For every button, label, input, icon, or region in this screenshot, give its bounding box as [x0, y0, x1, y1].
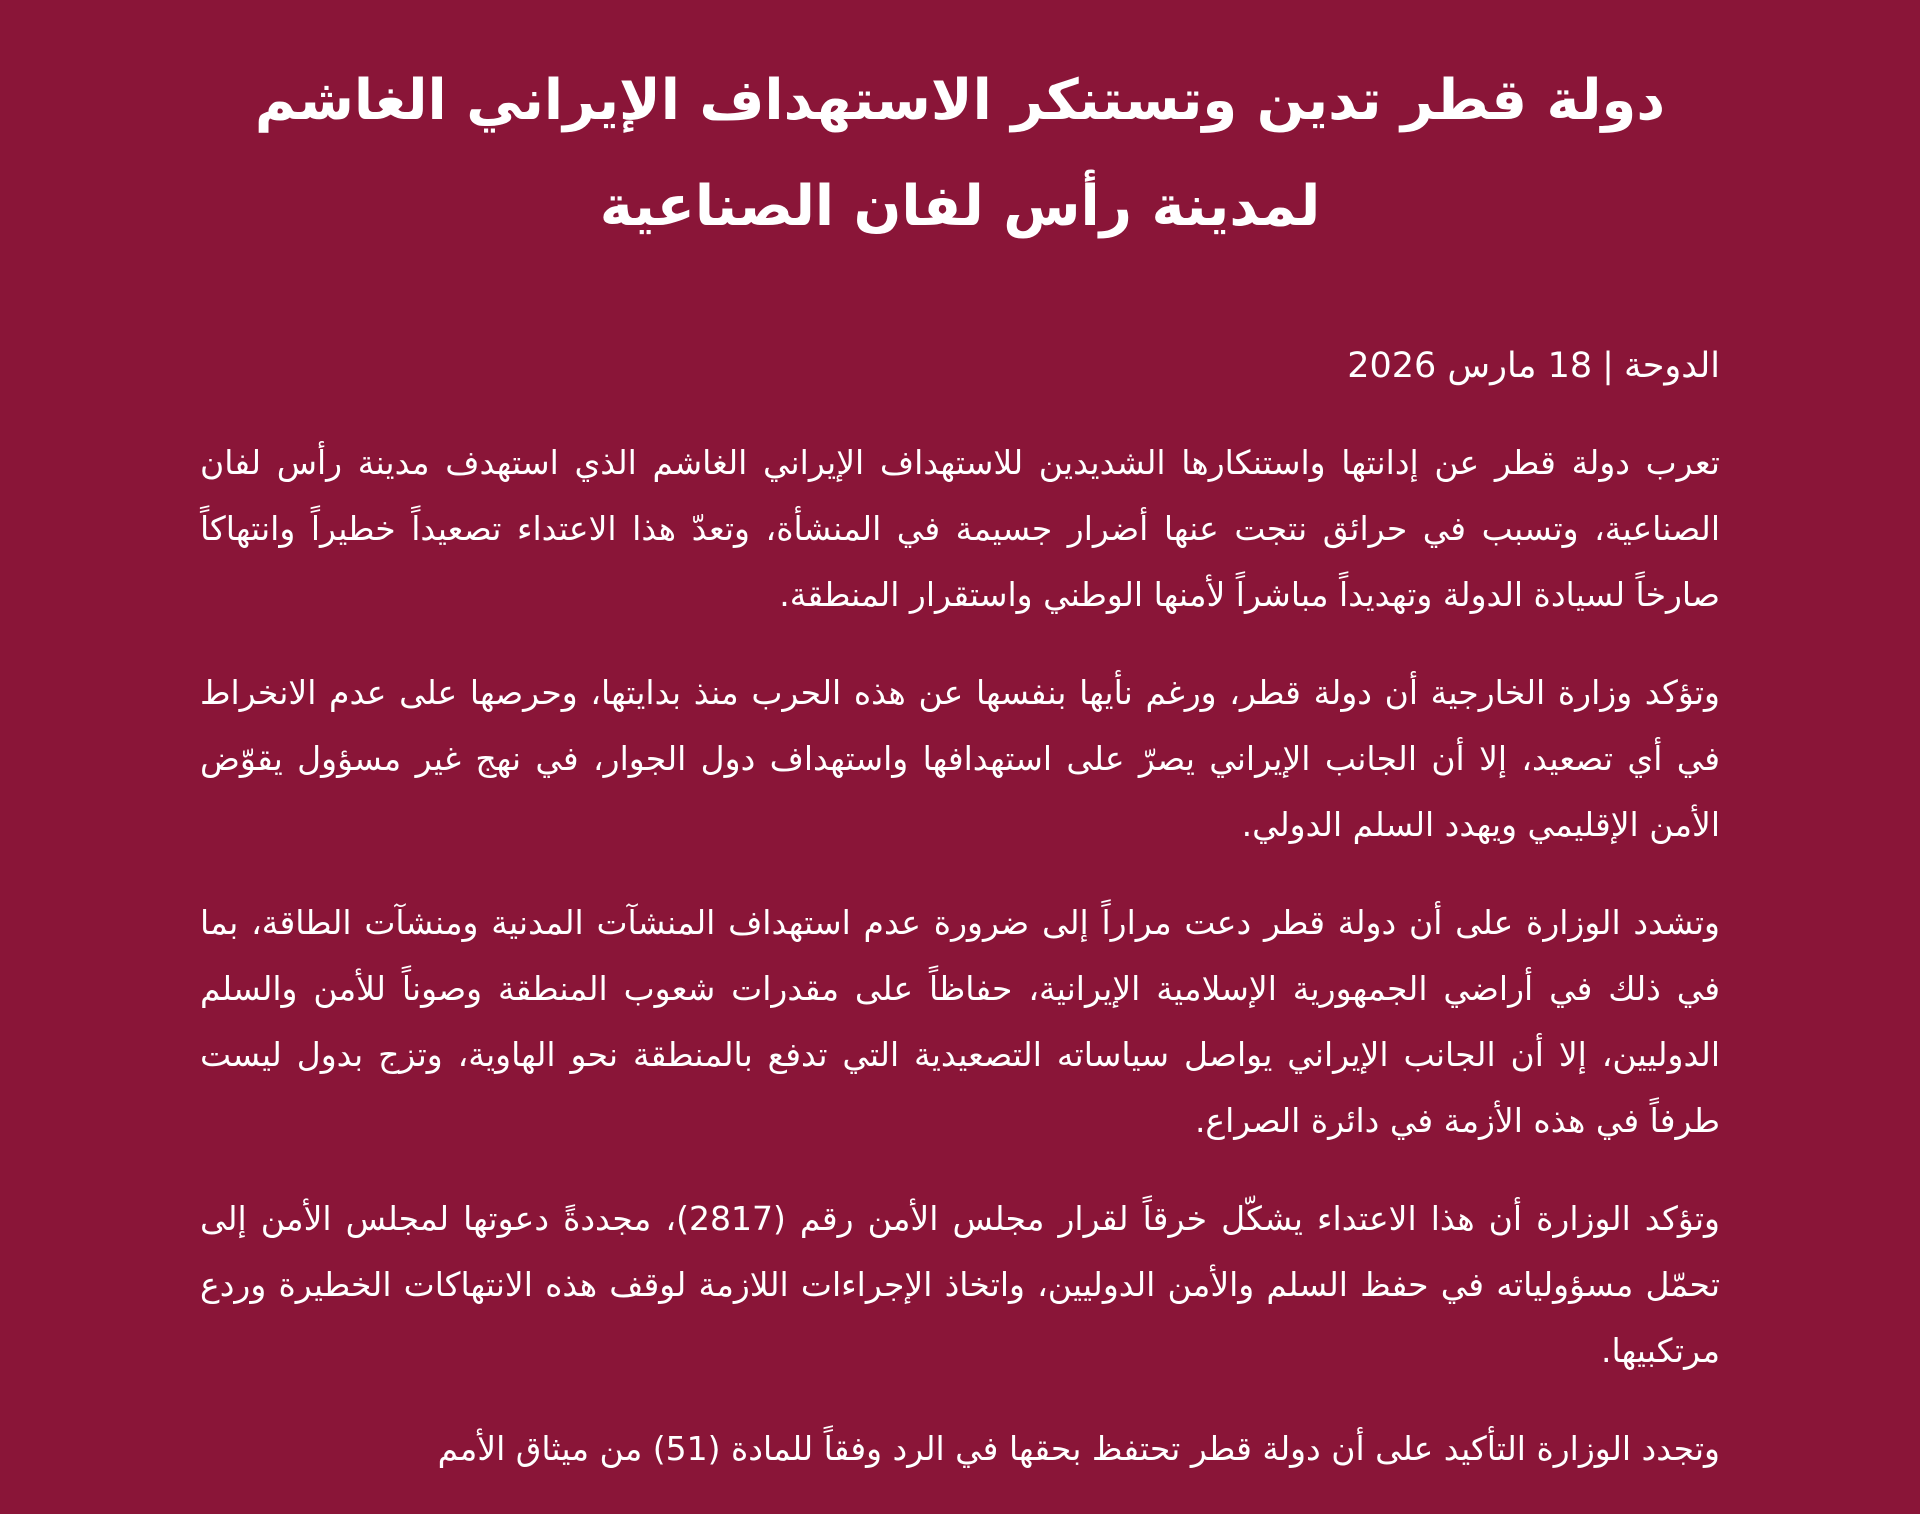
paragraph-4: وتؤكد الوزارة أن هذا الاعتداء يشكّل خرقاً لقرار مجلس الأمن رقم (2817)، مجددةً دعوتها لمجلس الأمن إلى تحمّل مسؤولياته في حفظ السلم والأمن الدوليين، واتخاذ الإجراءات اللازمة لوقف هذه الانتهاكات الخطيرة وردع مرتكبيها.	[200, 1199, 1720, 1370]
dateline	[1347, 340, 1720, 392]
title-line-2: لمدينة رأس لفان الصناعية	[599, 174, 1321, 239]
dateline-separator: |	[1602, 346, 1614, 386]
statement-page	[200, 0, 1720, 1468]
paragraph-3: وتشدد الوزارة على أن دولة قطر دعت مراراً إلى ضرورة عدم استهداف المنشآت المدنية ومنشآت الطاقة، بما في ذلك في أراضي الجمهورية الإسلامية الإيرانية، حفاظاً على مقدرات شعوب المنطقة وصوناً للأمن والسلم الدوليين، إلا أن الجانب الإيراني يواصل سياساته التصعيدية التي تدفع بالمنطقة نحو الهاوية، وتزج بدول ليست طرفاً في هذه الأزمة في دائرة الصراع.	[200, 903, 1720, 1140]
paragraph-2: وتؤكد وزارة الخارجية أن دولة قطر، ورغم نأيها بنفسها عن هذه الحرب منذ بدايتها، وحرصها على عدم الانخراط في أي تصعيد، إلا أن الجانب الإيراني يصرّ على استهدافها واستهداف دول الجوار، في نهج غير مسؤول يقوّض الأمن الإقليمي ويهدد السلم الدولي.	[200, 673, 1720, 844]
paragraph-1: تعرب دولة قطر عن إدانتها واستنكارها الشديدين للاستهداف الإيراني الغاشم الذي استهدف مدينة رأس لفان الصناعية، وتسبب في حرائق نتجت عنها أضرار جسيمة في المنشأة، وتعدّ هذا الاعتداء تصعيداً خطيراً وانتهاكاً صارخاً لسيادة الدولة وتهديداً مباشراً لأمنها الوطني واستقرار المنطقة.	[200, 443, 1720, 614]
paragraph-5: وتجدد الوزارة التأكيد على أن دولة قطر تحتفظ بحقها في الرد وفقاً للمادة (51) من ميثاق الأمم	[437, 1429, 1720, 1468]
dateline-date: 18 مارس 2026	[1347, 346, 1593, 386]
title-line-1: دولة قطر تدين وتستنكر الاستهداف الإيراني الغاشم	[254, 68, 1666, 133]
statement-body	[200, 430, 1720, 1514]
statement-title	[200, 0, 1720, 260]
dateline-city: الدوحة	[1623, 346, 1720, 386]
